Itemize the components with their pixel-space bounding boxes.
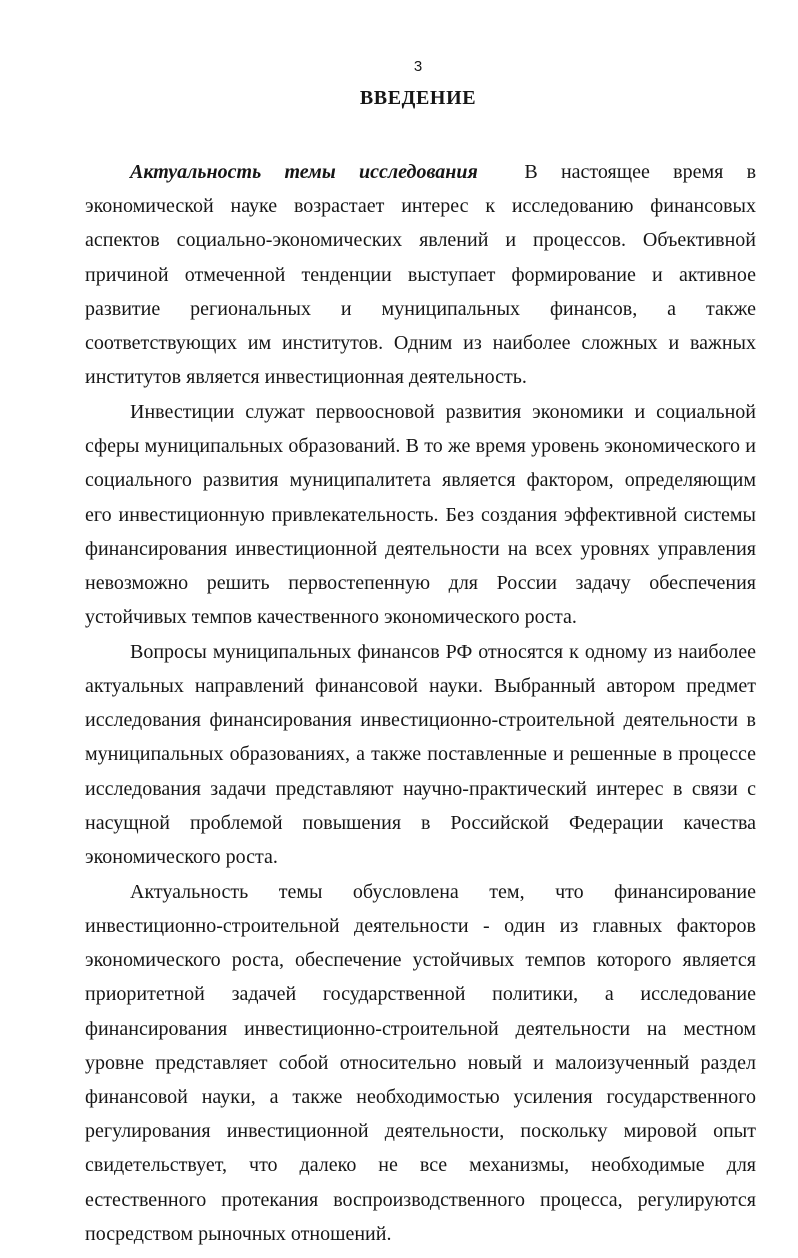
paragraph-relevance: [85, 155, 756, 394]
body-text: [85, 155, 756, 1251]
paragraph-investments: Инвестиции служат первоосновой развития экономики и социальной сферы муниципальных образований. В то же время уровень экономического и социального развития муниципалитета является фактором, определяющим его инвестиционную привлекательность. Без создания эффективной системы финансирования инвестиционной деятельности на всех уровнях управления невозможно решить первостепенную для России задачу обеспечения устойчивых темпов качественного экономического роста.: [85, 400, 756, 629]
paragraph-municipal-finance: Вопросы муниципальных финансов РФ относятся к одному из наиболее актуальных направлений финансовой науки. Выбранный автором предмет исследования финансирования инвестиционно-строительной деятельности в муниципальных образованиях, а также поставленные и решенные в процессе исследования задачи представляют научно-практический интерес в связи с насущной проблемой повышения в Российской Федерации качества экономического роста.: [85, 640, 756, 869]
paragraph-lead: Актуальность темы исследования: [130, 161, 478, 183]
paragraph-topic-justification: Актуальность темы обусловлена тем, что финансирование инвестиционно-строительной деятельности - один из главных факторов экономического роста, обеспечение устойчивых темпов которого является приоритетной задачей государственной политики, а исследование финансирования инвестиционно-строительной деятельности на местном уровне представляет собой относительно новый и малоизученный раздел финансовой науки, а также необходимостью усиления государственного регулирования инвестиционной деятельности, поскольку мировой опыт свидетельствует, что далеко не все механизмы, необходимые для естественного протекания воспроизводственного процесса, регулируются посредством рыночных отношений.: [85, 880, 756, 1245]
page-number: 3: [413, 58, 423, 75]
paragraph-text: В настоящее время в экономической науке возрастает интерес к исследованию финансовых аспектов социально-экономических явлений и процессов. Объективной причиной отмеченной тенденции выступает формирование и активное развитие региональных и муниципальных финансов, а также соответствующих им институтов. Одним из наиболее сложных и важных институтов является инвестиционная деятельность.: [85, 161, 757, 389]
section-heading: ВВЕДЕНИЕ: [359, 87, 477, 109]
